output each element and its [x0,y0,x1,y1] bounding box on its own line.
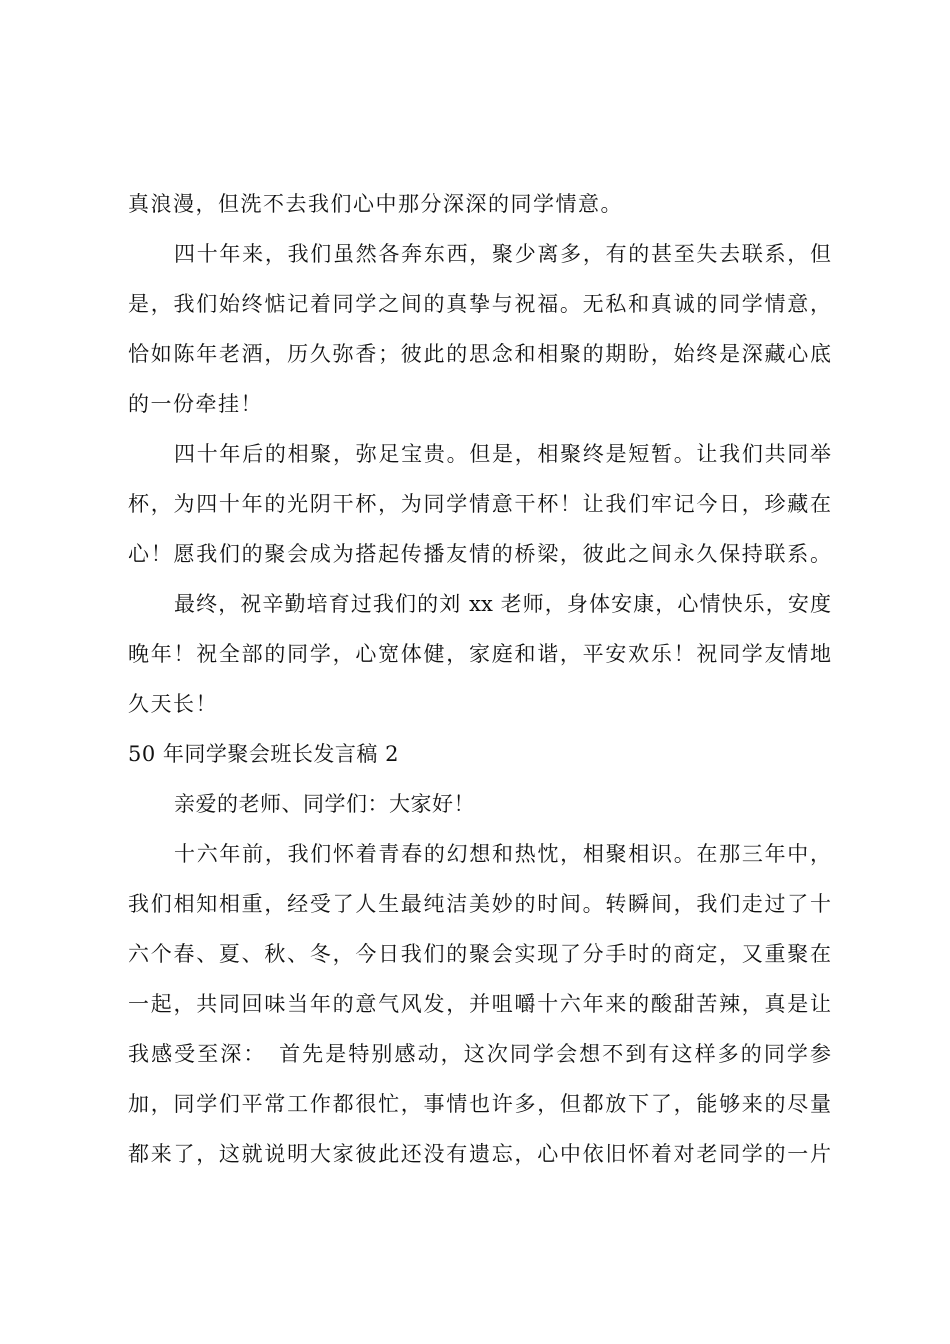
paragraph-line: 杯，为四十年的光阴干杯，为同学情意干杯！让我们牢记今日，珍藏在 [128,492,831,516]
paragraph-line: 我感受至深： 首先是特别感动，这次同学会想不到有这样多的同学参 [128,1042,831,1066]
paragraph-line: 恰如陈年老酒，历久弥香；彼此的思念和相聚的期盼，始终是深藏心底 [128,342,831,366]
paragraph-line: 是，我们始终惦记着同学之间的真挚与祝福。无私和真诚的同学情意， [128,292,831,316]
paragraph-line: 晚年！祝全部的同学，心宽体健，家庭和谐，平安欢乐！祝同学友情地 [128,642,831,666]
paragraph-line: 六个春、夏、秋、冬，今日我们的聚会实现了分手时的商定，又重聚在 [128,942,831,966]
paragraph-line: 十六年前，我们怀着青春的幻想和热忱，相聚相识。在那三年中， [174,842,831,866]
paragraph-line: 的一份牵挂！ [128,392,263,416]
paragraph-line: 最终，祝辛勤培育过我们的刘 xx 老师，身体安康，心情快乐，安度 [174,592,831,616]
salutation-line: 亲爱的老师、同学们：大家好！ [174,792,475,816]
paragraph-line: 加，同学们平常工作都很忙，事情也许多，但都放下了，能够来的尽量 [128,1092,831,1116]
paragraph-line: 久天长！ [128,692,218,716]
paragraph-line: 真浪漫，但洗不去我们心中那分深深的同学情意。 [128,192,623,216]
paragraph-line: 都来了，这就说明大家彼此还没有遗忘，心中依旧怀着对老同学的一片 [128,1142,831,1166]
section-heading: 50 年同学聚会班长发言稿 2 [128,742,399,766]
paragraph-line: 四十年来，我们虽然各奔东西，聚少离多，有的甚至失去联系，但 [174,242,831,266]
paragraph-line: 四十年后的相聚，弥足宝贵。但是，相聚终是短暂。让我们共同举 [174,442,831,466]
paragraph-line: 我们相知相重，经受了人生最纯洁美妙的时间。转瞬间，我们走过了十 [128,892,831,916]
paragraph-line: 一起，共同回味当年的意气风发，并咀嚼十六年来的酸甜苦辣，真是让 [128,992,831,1016]
paragraph-line: 心！愿我们的聚会成为搭起传播友情的桥梁，彼此之间永久保持联系。 [128,542,831,566]
